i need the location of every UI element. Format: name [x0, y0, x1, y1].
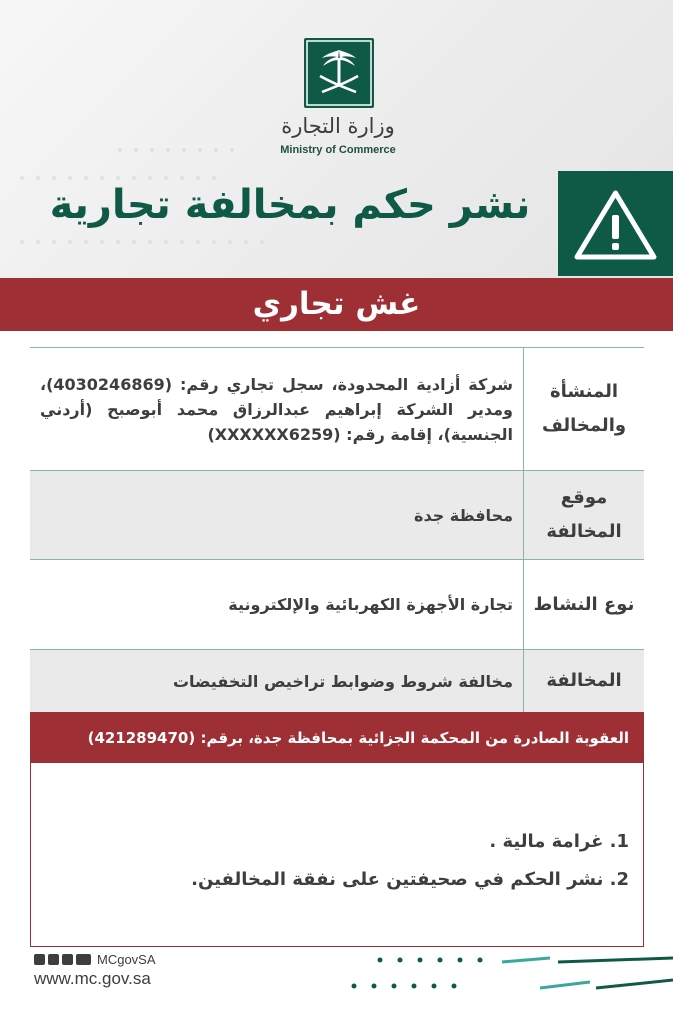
social-links: [34, 952, 156, 967]
twitter-icon[interactable]: [34, 954, 45, 965]
table-row: [30, 348, 644, 471]
penalty-heading: العقوبة الصادرة من المحكمة الجزائية بمحافظة جدة، برقم: (421289470): [31, 713, 643, 763]
row-label: المخالفة: [523, 650, 644, 712]
page-title: نشر حكم بمخالفة تجارية: [49, 182, 531, 228]
decorative-dots: [20, 176, 216, 180]
row-value: محافظة جدة: [414, 505, 513, 525]
row-value: شركة أزادية المحدودة، سجل تجاري رقم: (4030246869)، ومدير الشركة إبراهيم عبدالرزاق محمد أبوصبح (أردني الجنسية)، إقامة رقم: (XXXXXX6259): [40, 374, 513, 444]
violation-type-banner: غش تجاري: [0, 278, 673, 331]
row-value: تجارة الأجهزة الكهربائية والإلكترونية: [228, 595, 513, 614]
website-link[interactable]: www.mc.gov.sa: [34, 969, 151, 988]
decorative-lines: [350, 954, 673, 994]
warning-triangle-icon: [558, 171, 673, 276]
decorative-dots: [118, 148, 234, 152]
table-row: [30, 471, 644, 560]
row-value: مخالفة شروط وضوابط تراخيص التخفيضات: [172, 671, 513, 691]
footer: [34, 952, 156, 989]
ministry-name-english: Ministry of Commerce: [280, 144, 396, 156]
row-label: موقع المخالفة: [523, 471, 644, 559]
palm-swords-emblem-icon: [304, 38, 374, 108]
ministry-name-arabic: وزارة التجارة: [281, 114, 395, 138]
violation-details-table: [30, 347, 644, 713]
penalty-item: 1. غرامة مالية .: [489, 831, 629, 852]
instagram-icon[interactable]: [62, 954, 73, 965]
youtube-icon[interactable]: [76, 954, 91, 965]
row-label: المنشأة والمخالف: [523, 348, 644, 470]
penalty-list: [31, 763, 643, 899]
penalty-item: 2. نشر الحكم في صحيفتين على نفقة المخالفين.: [191, 869, 629, 890]
table-row: [30, 560, 644, 650]
social-handle[interactable]: MCgovSA: [97, 952, 156, 967]
row-label: نوع النشاط: [523, 560, 644, 649]
penalty-box: [30, 712, 644, 947]
table-row: [30, 650, 644, 713]
facebook-icon[interactable]: [48, 954, 59, 965]
decorative-dots: [20, 240, 264, 244]
